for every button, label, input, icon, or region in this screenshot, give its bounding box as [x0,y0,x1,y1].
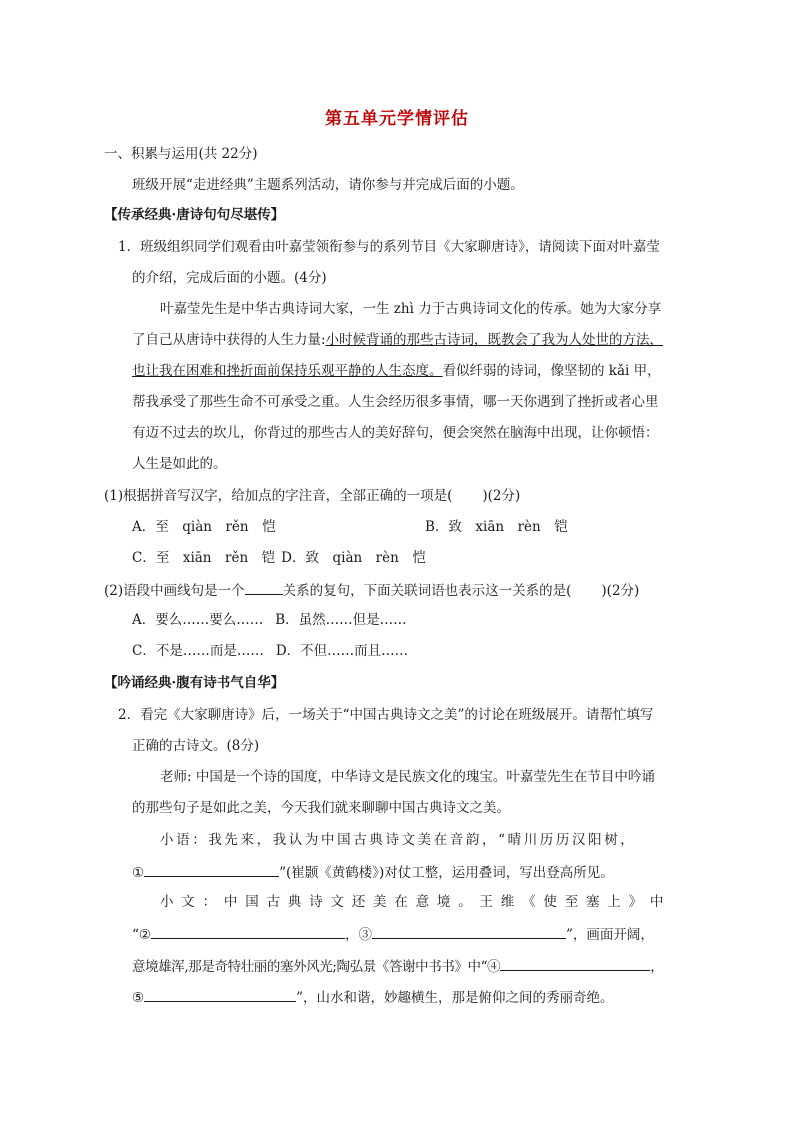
xiaowen-line3 [132,955,663,977]
fill-blank-relation[interactable] [245,579,283,595]
fill-blank-3[interactable] [372,923,566,939]
fill-blank-4[interactable] [500,955,650,971]
q1-sub1-option-b: B．致 xiān rèn 铠 [425,519,568,535]
q1-sub2-options-cd [132,641,408,661]
passage-line3 [132,361,661,381]
page-title: 第五单元学情评估 [325,109,469,129]
blank-number-2: “② [132,927,152,943]
blank-number-5: ⑤ [132,990,145,1006]
xiaoyu-line2-text: ”(崔颢《黄鹤楼》)对仗工整，运用叠词，写出登高所见。 [279,865,614,881]
blank-number-3: ，③ [345,927,373,943]
passage-line5: 有迈不过去的坎儿，你背过的那些古人的美好辞句，便会突然在脑海中出现，让你顿悟： [132,425,659,441]
xiaowen-line4 [132,986,614,1008]
xiaoyu-line1: 小语：我先来，我认为中国古典诗文美在音韵，“晴川历历汉阳树， [160,832,637,848]
q1-sub2-option-a: A．要么……要么…… [132,612,264,628]
q1-sub1-option-d: D．致 qiàn rèn 恺 [281,550,426,566]
q1-stem-line2: 的介绍，完成后面的小题。(4分) [132,270,327,286]
q2-stem-line1: 2．看完《大家聊唐诗》后，一场关于“中国古典诗文之美”的讨论在班级展开。请帮忙填写 [118,707,654,723]
passage-line6: 人生是如此的。 [132,456,227,472]
q1-sub2-options-ab [132,610,407,630]
q1-sub2-option-d: D．不但……而且…… [275,643,409,659]
xiaowen-line3-comma: ， [650,959,664,975]
blank-number-1: ① [132,865,145,881]
q2-stem-line2: 正确的古诗文。(8分) [132,738,260,754]
q1-stem-line1: 1．班级组织同学们观看由叶嘉莹领衔参与的系列节目《大家聊唐诗》，请阅读下面对叶嘉莹 [118,239,660,255]
q1-sub2-text-a: (2)语段中画线句是一个 [104,583,245,599]
activity-intro: 班级开展“走进经典”主题系列活动，请你参与并完成后面的小题。 [132,177,524,193]
passage-line3-plain: 看似纤弱的诗词，像坚韧的 kǎi 甲， [442,363,661,379]
q1-sub1-options-cd [132,548,426,568]
q1-sub1-score: )(2分) [482,488,521,504]
subsection-title-1: 【传承经典·唐诗句句尽堪传】 [104,207,285,223]
xiaowen-line3-text: 意境雄浑,那是奇特壮丽的塞外风光;陶弘景《答谢中书书》中“④ [132,959,501,975]
q1-sub1-stem [104,486,520,506]
passage-line1: 叶嘉莹先生是中华古典诗词大家，一生 zhì 力于古典诗词文化的传承。她为大家分享 [160,301,662,317]
section-heading: 一、积累与运用(共 22分) [104,146,258,162]
passage-line4: 帮我承受了那些生命不可承受之重。人生会经历很多事情，哪一天你遇到了挫折或者心里 [132,394,659,410]
q1-sub1-option-c: C．至 xiān rěn 铠 [132,550,276,566]
q1-sub2-score: )(2分) [601,583,640,599]
xiaowen-line2-text: ”，画面开阔， [566,927,654,943]
passage-line2 [132,330,663,350]
xiaowen-line1: 小文：中国古典诗文还美在意境。王维《使至塞上》中 [160,894,672,910]
q1-sub2-option-c: C．不是……而是…… [132,643,264,659]
xiaowen-line4-text: ”，山水和谐，妙趣横生，那是俯仰之间的秀丽奇绝。 [296,990,614,1006]
fill-blank-1[interactable] [144,861,279,877]
passage-line2-plain: 了自己从唐诗中获得的人生力量: [132,332,326,348]
fill-blank-5[interactable] [144,986,296,1002]
teacher-line2: 的那些句子是如此之美，今天我们就来聊聊中国古典诗文之美。 [132,800,510,816]
xiaowen-line2 [132,923,654,945]
q1-sub2-text-b: 关系的复句，下面关联词语也表示这一关系的是( [282,583,572,599]
q1-sub1-option-a: A．至 qiàn rěn 恺 [132,519,276,535]
q1-sub1-text: (1)根据拼音写汉字，给加点的字注音，全部正确的一项是( [104,488,453,504]
subsection-title-2: 【吟诵经典·腹有诗书气自华】 [104,675,285,691]
q1-sub2-option-b: B．虽然……但是…… [275,612,407,628]
underlined-sentence-part1: 小时候背诵的那些古诗词，既教会了我为人处世的方法， [325,332,664,348]
xiaoyu-line2 [132,861,614,883]
fill-blank-2[interactable] [151,923,345,939]
underlined-sentence-part2: 也让我在困难和挫折面前保持乐观平静的人生态度。 [132,363,443,379]
teacher-line1: 老师: 中国是一个诗的国度，中华诗文是民族文化的瑰宝。叶嘉莹先生在节目中吟诵 [160,769,655,785]
q1-sub2-stem [104,579,639,601]
